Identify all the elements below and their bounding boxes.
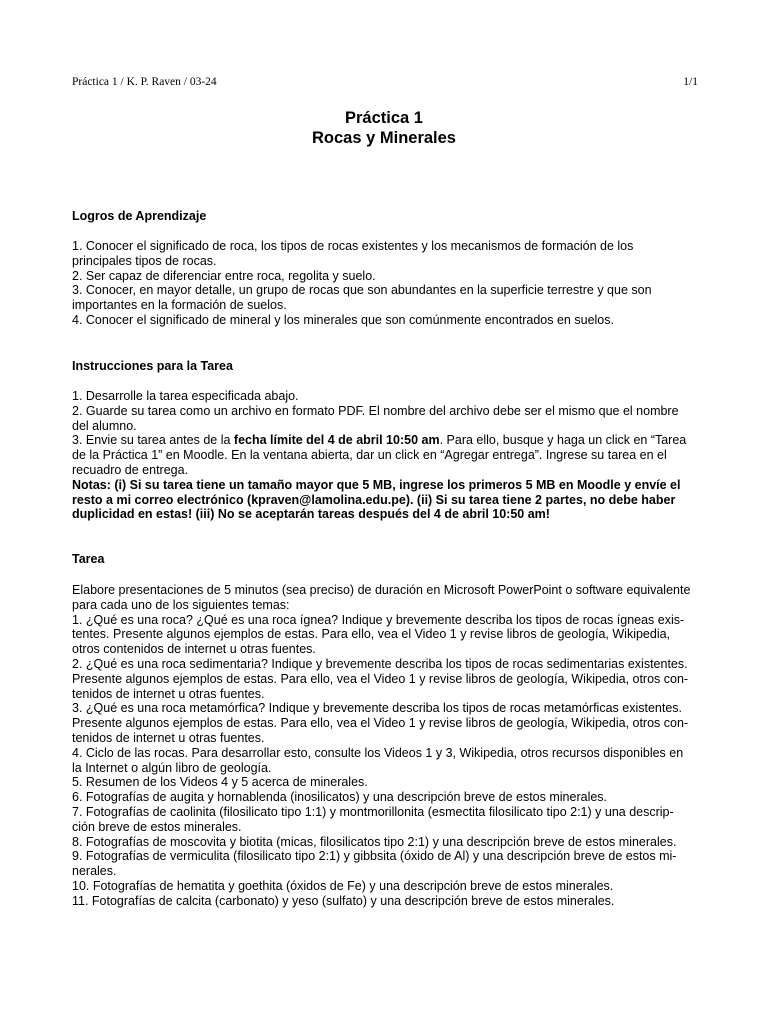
instrucciones-heading: Instrucciones para la Tarea — [72, 359, 233, 373]
instruccion-line: 2. Guarde su tarea como un archivo en formato PDF. El nombre del archivo debe ser el mismo que el nombre — [72, 403, 679, 418]
tarea-line: tenidos de internet u otras fuentes. — [72, 686, 265, 701]
tarea-list — [72, 583, 704, 909]
tarea-line: 6. Fotografías de augita y hornablenda (inosilicatos) y una descripción breve de estos minerales. — [72, 790, 608, 805]
page-number: 1/1 — [683, 76, 698, 88]
title-line-2: Rocas y Minerales — [312, 129, 456, 147]
tarea-line: Presente algunos ejemplos de estas. Para ello, vea el Video 1 y revise libros de geología, Wikipedia, otros con- — [72, 671, 689, 686]
deadline-text: fecha límite del 4 de abril 10:50 am — [233, 433, 440, 448]
tarea-line: 7. Fotografías de caolinita (filosilicato tipo 1:1) y montmorillonita (esmectita filosilicato tipo 2:1) y una descrip- — [72, 804, 674, 819]
instruccion-text: . Para ello, busque y haga un click en “Tarea — [439, 433, 687, 448]
logros-list — [72, 239, 704, 328]
tarea-line: 8. Fotografías de moscovita y biotita (micas, filosilicatos tipo 2:1) y una descripción breve de estos minerales. — [72, 834, 677, 849]
tarea-line: Presente algunos ejemplos de estas. Para ello, vea el Video 1 y revise libros de geología, Wikipedia, otros con- — [72, 716, 689, 731]
notas-text: Notas: (i) Si su tarea tiene un tamaño mayor que 5 MB, ingrese los primeros 5 MB en Moodle y envíe el — [72, 477, 681, 492]
tarea-line: 2. ¿Qué es una roca sedimentaria? Indique y brevemente describa los tipos de rocas sedimentarias existentes. — [72, 656, 688, 671]
instruccion-line — [72, 433, 704, 448]
logros-line: 3. Conocer, en mayor detalle, un grupo de rocas que son abundantes en la superficie terrestre y que son — [72, 283, 652, 298]
notas-text: resto a mi correo electrónico (kpraven@lamolina.edu.pe). (ii) Si su tarea tiene 2 partes, no debe haber — [72, 492, 676, 507]
instruccion-text: 3. Envie su tarea antes de la — [72, 433, 234, 448]
instruccion-line: del alumno. — [72, 418, 137, 433]
logros-line: 4. Conocer el significado de mineral y los minerales que son comúnmente encontrados en suelos. — [72, 312, 614, 327]
tarea-line: 1. ¿Qué es una roca? ¿Qué es una roca ígnea? Indique y brevemente describa los tipos de rocas ígneas exis- — [72, 612, 685, 627]
document-title — [0, 108, 768, 148]
tarea-line: la Internet o algún libro de geología. — [72, 760, 272, 775]
instrucciones-list — [72, 389, 704, 522]
logros-line: 1. Conocer el significado de roca, los tipos de rocas existentes y los mecanismos de formación de los — [72, 239, 634, 253]
logros-line: 2. Ser capaz de diferenciar entre roca, regolita y suelo. — [72, 268, 376, 283]
tarea-line: tenidos de internet u otras fuentes. — [72, 730, 265, 745]
instruccion-line: recuadro de entrega. — [72, 462, 189, 477]
notas-line — [72, 507, 704, 522]
tarea-line: tentes. Presente algunos ejemplos de estas. Para ello, vea el Video 1 y revise libros de geología, Wikipedia, — [72, 627, 671, 642]
notas-text: duplicidad en estas! (iii) No se aceptarán tareas después del 4 de abril 10:50 am! — [72, 507, 550, 522]
tarea-line: ción breve de estos minerales. — [72, 819, 242, 834]
tarea-line: para cada uno de los siguientes temas: — [72, 597, 290, 612]
logros-line: principales tipos de rocas. — [72, 253, 217, 268]
logros-heading: Logros de Aprendizaje — [72, 209, 207, 223]
instruccion-line: 1. Desarrolle la tarea especificada abajo. — [72, 389, 299, 403]
tarea-line: otros contenidos de internet u otras fuentes. — [72, 642, 316, 657]
tarea-heading: Tarea — [72, 552, 105, 566]
title-line-1: Práctica 1 — [345, 109, 423, 127]
tarea-line: 3. ¿Qué es una roca metamórfica? Indique y brevemente describa los tipos de rocas metamórficas existentes. — [72, 701, 683, 716]
logros-line: importantes en la formación de suelos. — [72, 298, 287, 313]
tarea-line: 4. Ciclo de las rocas. Para desarrollar esto, consulte los Videos 1 y 3, Wikipedia, otros recursos disponibles en — [72, 745, 684, 760]
notas-line — [72, 478, 704, 493]
notas-line — [72, 493, 704, 508]
tarea-line: 10. Fotografías de hematita y goethita (óxidos de Fe) y una descripción breve de estos minerales. — [72, 878, 614, 893]
header-left: Práctica 1 / K. P. Raven / 03-24 — [72, 76, 217, 88]
instruccion-line: de la Práctica 1” en Moodle. En la ventana abierta, dar un click en “Agregar entrega”. Ingrese su tarea en el — [72, 448, 667, 463]
tarea-line: 11. Fotografías de calcita (carbonato) y yeso (sulfato) y una descripción breve de estos minerales. — [72, 893, 615, 908]
tarea-line: 9. Fotografías de vermiculita (filosilicato tipo 2:1) y gibbsita (óxido de Al) y una descripción breve de estos mi- — [72, 849, 677, 864]
tarea-line: Elabore presentaciones de 5 minutos (sea preciso) de duración en Microsoft PowerPoint o software equivalente — [72, 583, 691, 597]
tarea-line: nerales. — [72, 864, 117, 879]
tarea-line: 5. Resumen de los Videos 4 y 5 acerca de minerales. — [72, 775, 368, 790]
